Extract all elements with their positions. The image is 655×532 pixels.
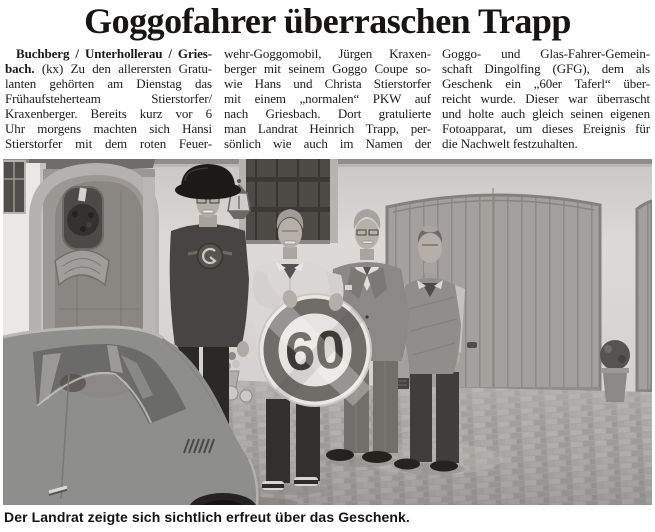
text-column-2: [224, 46, 431, 151]
text-line: und holte auch gleich seinen eigenen: [442, 106, 650, 121]
sign-number: 60: [283, 319, 347, 383]
text-line: Geschenk ein „60er Taferl“ über-: [442, 76, 650, 91]
text-line: bach. (kx) Zu den allerersten Gratu-: [5, 61, 212, 76]
photo-scene: [3, 159, 652, 505]
text-line: lanten gehörten am Dienstag das: [5, 76, 212, 91]
text-column-3: [442, 46, 650, 151]
news-photo: [3, 159, 652, 505]
text-line: man Landrat Heinrich Trapp, per-: [224, 121, 431, 136]
text-line: Fotoapparat, um dieses Ereignis für: [442, 121, 650, 136]
garage-door-right: [637, 201, 652, 391]
text-line: Kraxenberger. Bereits kurz vor 6: [5, 106, 212, 121]
text-line: Uhr morgens machten sich Hansi: [5, 121, 212, 136]
text-line: nach Griesbach. Dort gratulierte: [224, 106, 431, 121]
text-line: Goggo- und Glas-Fahrer-Gemein-: [442, 46, 650, 61]
text-line: sönlich wie auch im Namen der: [224, 136, 431, 151]
photo-caption: Der Landrat zeigte sich sichtlich erfreut über das Geschenk.: [4, 509, 410, 525]
text-line: wehr-Goggomobil, Jürgen Kraxen-: [224, 46, 431, 61]
text-line: reicht wurde. Dieser war überrascht: [442, 91, 650, 106]
text-line: berger mit seinem Goggo Coupe so-: [224, 61, 431, 76]
text-line: wie Hans und Christa Stierstorfer: [224, 76, 431, 91]
small-window: [3, 161, 25, 213]
text-line: schaft Dingolfing (GFG), dem als: [442, 61, 650, 76]
text-line: Frühaufsteherteam Stierstorfer/: [5, 91, 212, 106]
text-line: mit einem „normalen“ PKW auf: [224, 91, 431, 106]
text-column-1: [5, 46, 212, 151]
text-line: die Nachwelt festzuhalten.: [442, 136, 578, 151]
article-headline: Goggofahrer überraschen Trapp: [84, 1, 571, 41]
text-line: Buchberg / Unterhollerau / Gries-: [16, 46, 212, 61]
text-line: Stierstorfer mit dem roten Feuer-: [5, 136, 212, 151]
